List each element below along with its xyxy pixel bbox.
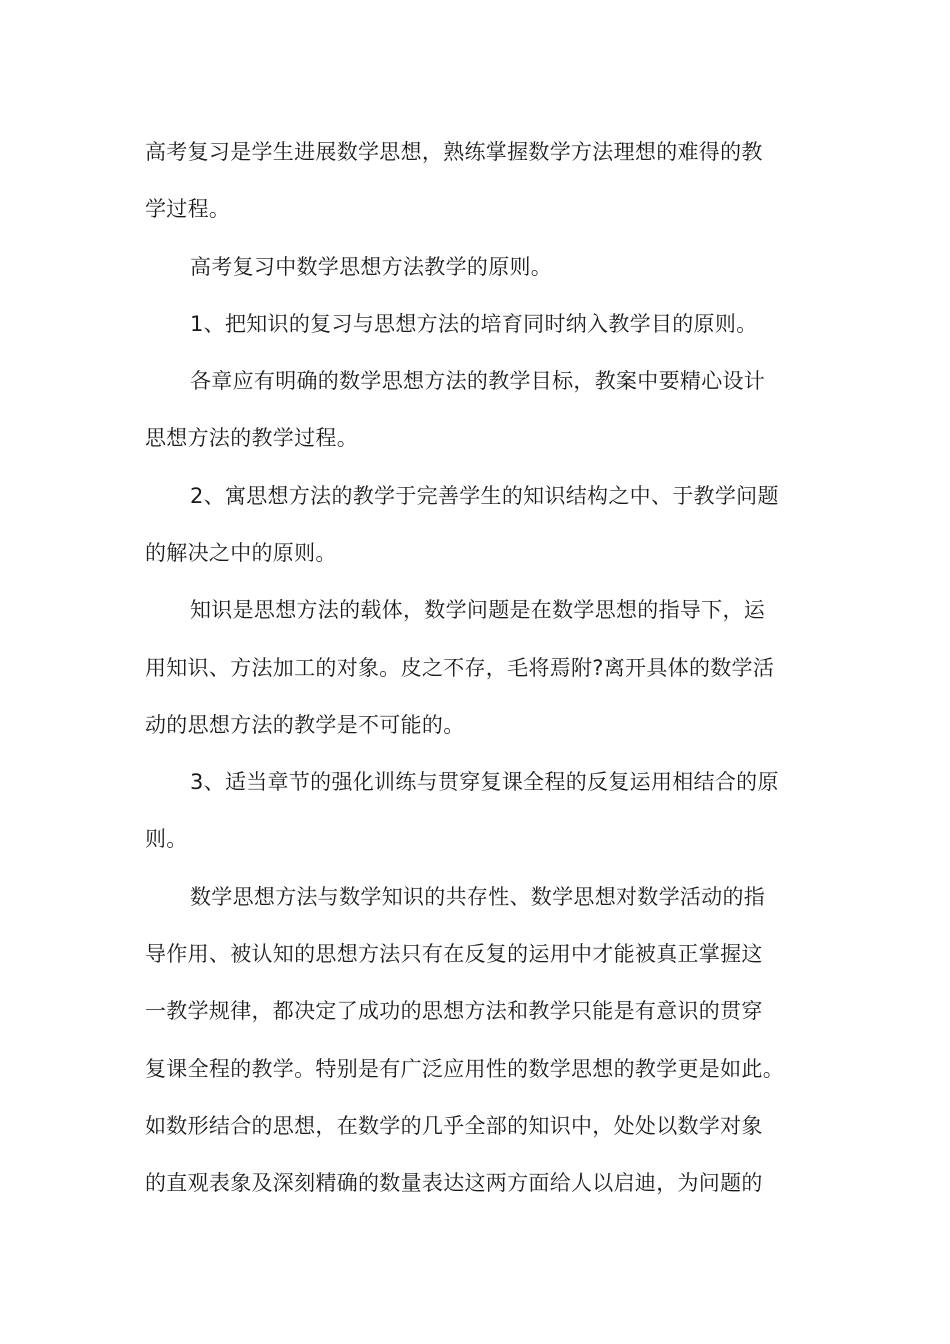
text-line: 复课全程的教学。特别是有广泛应用性的数学思想的教学更是如此。 — [145, 1057, 784, 1081]
text-line: 如数形结合的思想，在数学的几乎全部的知识中，处处以数学对象 — [145, 1114, 763, 1138]
text-line: 则。 — [145, 827, 188, 851]
principle-1-heading: 1、把知识的复习与思想方法的培育同时纳入教学目的原则。 — [190, 312, 758, 336]
text-line: 知识是思想方法的载体，数学问题是在数学思想的指导下，运 — [190, 598, 766, 622]
text-line: 数学思想方法与数学知识的共存性、数学思想对数学活动的指 — [190, 885, 766, 909]
text-line: 学过程。 — [145, 197, 231, 221]
text-line: 用知识、方法加工的对象。皮之不存，毛将焉附?离开具体的数学活 — [145, 656, 775, 680]
text-line: 思想方法的教学过程。 — [145, 426, 358, 450]
text-line: 的解决之中的原则。 — [145, 541, 337, 565]
text-line: 导作用、被认知的思想方法只有在反复的运用中才能被真正掌握这 — [145, 942, 763, 966]
paragraph-heading: 高考复习中数学思想方法教学的原则。 — [190, 255, 553, 279]
text-line: 动的思想方法的教学是不可能的。 — [145, 713, 465, 737]
principle-3-heading: 3、适当章节的强化训练与贯穿复课全程的反复运用相结合的原 — [190, 770, 779, 794]
text-line: 一教学规律，都决定了成功的思想方法和教学只能是有意识的贯穿 — [145, 999, 763, 1023]
text-line: 各章应有明确的数学思想方法的教学目标，教案中要精心设计 — [190, 369, 766, 393]
text-line: 的直观表象及深刻精确的数量表达这两方面给人以启迪，为问题的 — [145, 1171, 763, 1195]
text-line: 高考复习是学生进展数学思想，熟练掌握数学方法理想的难得的教 — [145, 140, 763, 164]
principle-2-heading: 2、寓思想方法的教学于完善学生的知识结构之中、于教学问题 — [190, 484, 779, 508]
